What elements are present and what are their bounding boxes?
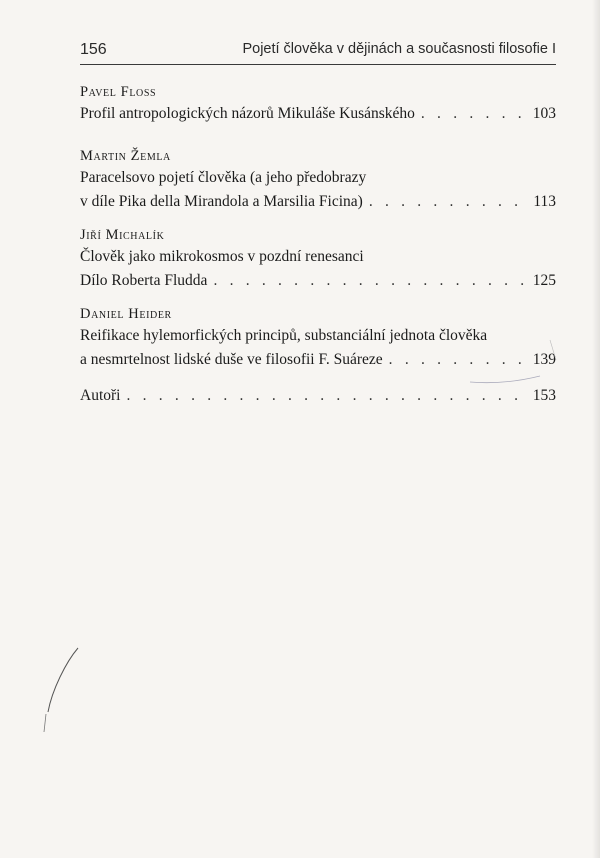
entry-title-line: Profil antropologických názorů Mikuláše Kusánského: [80, 105, 415, 122]
entry-page-number: 125: [532, 272, 556, 289]
entry-page-number: 139: [532, 351, 556, 368]
page-edge-shadow: [592, 0, 600, 858]
entry-author: Jiří Michalík: [80, 227, 165, 243]
entry-title-line: a nesmrtelnost lidské duše ve filosofii F. Suáreze: [80, 351, 383, 368]
pencil-stroke: [48, 648, 78, 712]
entry-page-number: 153: [532, 387, 556, 404]
entry-title-line: Autoři: [80, 387, 121, 404]
entry-author: Martin Žemla: [80, 148, 171, 164]
entry-title-line: v díle Pika della Mirandola a Marsilia Ficina): [80, 193, 363, 210]
entry-title-line: Paracelsovo pojetí člověka (a jeho předobrazy: [80, 169, 367, 186]
entry-title-line: Dílo Roberta Fludda: [80, 272, 208, 289]
entry-page-number: 113: [533, 193, 556, 210]
page-number: 156: [80, 41, 107, 58]
pencil-stroke: [550, 340, 556, 360]
entry-author: Daniel Heider: [80, 306, 172, 322]
running-head: Pojetí člověka v dějinách a současnosti filosofie I: [242, 41, 556, 57]
pencil-stroke: [470, 376, 540, 383]
entry-title-line: Reifikace hylemorfických principů, substanciální jednota člověka: [80, 327, 488, 344]
entry-page-number: 103: [532, 105, 556, 122]
pencil-stroke: [44, 714, 46, 732]
entry-author: Pavel Floss: [80, 84, 157, 100]
entry-title-line: Člověk jako mikrokosmos v pozdní renesanci: [80, 248, 364, 265]
